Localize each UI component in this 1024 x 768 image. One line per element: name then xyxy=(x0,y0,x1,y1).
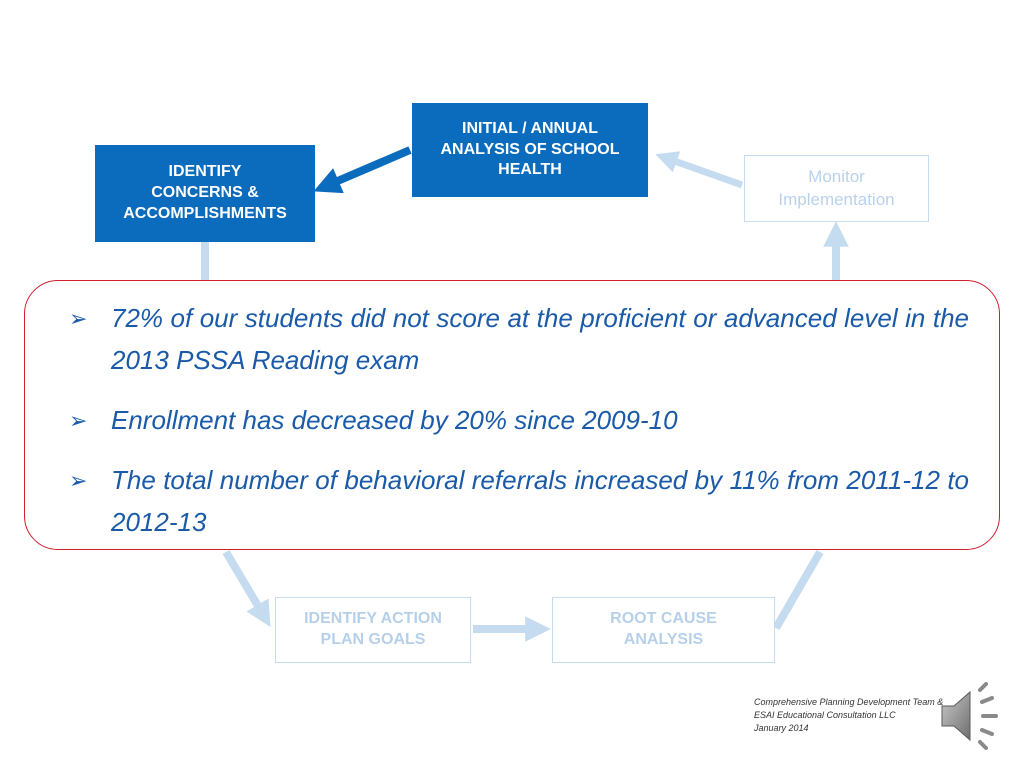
arrow-root-up xyxy=(776,552,820,628)
node-root-cause-analysis xyxy=(552,597,775,663)
node-root-line-2: ANALYSIS xyxy=(623,631,704,648)
speaker-icon[interactable] xyxy=(936,680,1008,752)
arrow-monitor-to-initial xyxy=(666,158,742,185)
node-identify-line-3: ACCOMPLISHMENTS xyxy=(123,204,287,222)
finding-item xyxy=(69,399,969,441)
node-identify-line-1: IDENTIFY xyxy=(168,163,242,181)
arrow-bullet-icon: ➢ xyxy=(69,306,88,331)
node-initial-line-2: ANALYSIS OF SCHOOL xyxy=(440,140,620,158)
finding-item xyxy=(69,297,969,381)
finding-text: 72% of our students did not score at the proficient or advanced level in the 2013 PSSA Reading exam xyxy=(111,303,969,375)
node-monitor-line-1: Monitor xyxy=(808,167,865,187)
node-root-line-1: ROOT CAUSE xyxy=(610,610,717,628)
findings-list xyxy=(69,297,969,543)
arrow-bullet-icon: ➢ xyxy=(69,468,88,493)
arrow-initial-to-identify xyxy=(326,150,410,186)
node-monitor-implementation xyxy=(744,155,929,222)
node-action-plan-goals xyxy=(275,597,471,663)
arrow-bullet-icon: ➢ xyxy=(69,408,88,433)
finding-item xyxy=(69,459,969,543)
finding-text: The total number of behavioral referrals increased by 11% from 2011-12 to 2012-13 xyxy=(111,465,969,537)
node-action-line-1: IDENTIFY ACTION xyxy=(304,610,442,628)
node-identify-concerns xyxy=(95,145,315,242)
footer-line-3: January 2014 xyxy=(754,723,809,733)
arrow-to-action-plan xyxy=(226,552,264,616)
findings-callout xyxy=(24,280,1000,550)
finding-text: Enrollment has decreased by 20% since 2009-10 xyxy=(111,405,678,435)
node-initial-line-1: INITIAL / ANNUAL xyxy=(462,119,598,137)
node-initial-annual-analysis xyxy=(412,103,648,197)
node-action-line-2: PLAN GOALS xyxy=(320,631,426,648)
footer-line-1: Comprehensive Planning Development Team & xyxy=(754,697,944,707)
node-initial-line-3: HEALTH xyxy=(498,161,562,179)
node-identify-line-2: CONCERNS & xyxy=(151,184,259,202)
node-monitor-line-2: Implementation xyxy=(778,189,895,209)
footer-line-2: ESAI Educational Consultation LLC xyxy=(754,710,896,720)
